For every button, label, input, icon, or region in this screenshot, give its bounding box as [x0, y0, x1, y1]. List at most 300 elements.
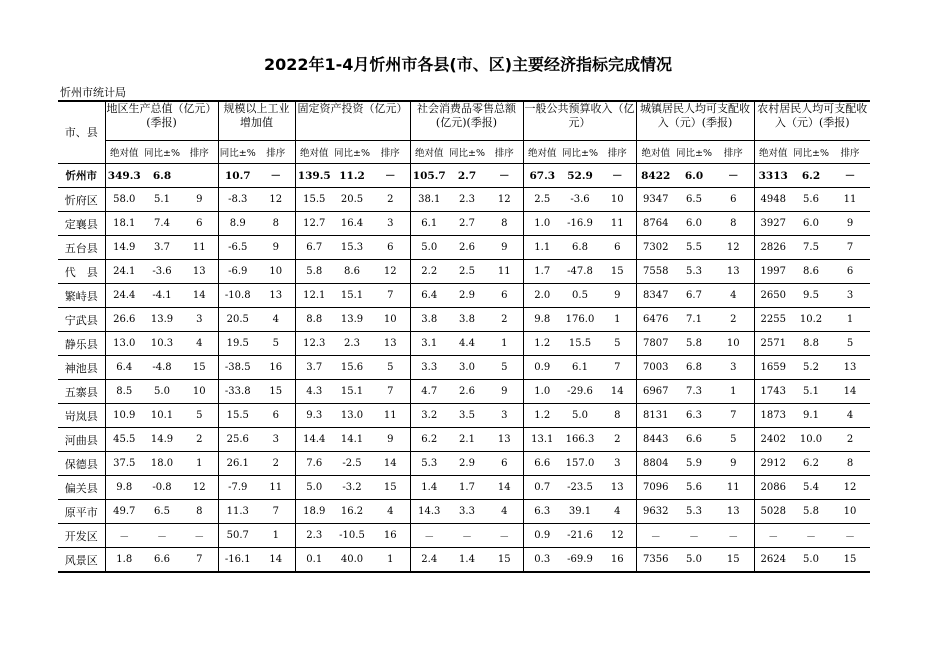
value-cell: － — [143, 524, 181, 548]
value-cell: 2.6 — [448, 236, 486, 260]
value-cell: 7003 — [636, 356, 675, 380]
value-cell: 1873 — [754, 404, 792, 428]
value-cell: 14 — [371, 452, 410, 476]
value-cell: 7 — [181, 548, 218, 573]
value-cell: -0.8 — [143, 476, 181, 500]
value-cell: 7.6 — [295, 452, 333, 476]
value-cell: 11 — [713, 476, 754, 500]
value-cell: 11.2 — [333, 164, 371, 188]
value-cell: － — [636, 524, 675, 548]
value-cell: 10.0 — [792, 428, 830, 452]
value-cell: 6.2 — [792, 452, 830, 476]
value-cell: 4 — [486, 500, 523, 524]
value-cell: 6.8 — [675, 356, 713, 380]
value-cell: 50.7 — [218, 524, 257, 548]
value-cell: 2624 — [754, 548, 792, 573]
value-cell: 6 — [486, 284, 523, 308]
value-cell: 12 — [371, 260, 410, 284]
value-cell: 6.7 — [295, 236, 333, 260]
value-cell: 6 — [830, 260, 870, 284]
value-cell: 24.4 — [105, 284, 143, 308]
value-cell: 9347 — [636, 188, 675, 212]
value-cell: － — [371, 164, 410, 188]
value-cell: -29.6 — [561, 380, 599, 404]
region-name-cell: 风景区 — [58, 548, 105, 573]
value-cell: 3.7 — [295, 356, 333, 380]
value-cell: 8.6 — [333, 260, 371, 284]
value-cell: 7807 — [636, 332, 675, 356]
value-cell: 3 — [257, 428, 295, 452]
value-cell: -4.1 — [143, 284, 181, 308]
value-cell: 8 — [181, 500, 218, 524]
value-cell: 16.2 — [333, 500, 371, 524]
value-cell: -6.9 — [218, 260, 257, 284]
value-cell: 58.0 — [105, 188, 143, 212]
value-cell: 26.6 — [105, 308, 143, 332]
value-cell: 5.1 — [143, 188, 181, 212]
value-cell: -47.8 — [561, 260, 599, 284]
group-header-gdp-label: 地区生产总值（亿元）(季报) — [106, 102, 217, 129]
value-cell: 3.7 — [143, 236, 181, 260]
region-name-cell: 岢岚县 — [58, 404, 105, 428]
value-cell: 7.1 — [675, 308, 713, 332]
value-cell: 12 — [257, 188, 295, 212]
value-cell: 8 — [713, 212, 754, 236]
value-cell: 9 — [181, 188, 218, 212]
value-cell: -10.5 — [333, 524, 371, 548]
value-cell: 7302 — [636, 236, 675, 260]
value-cell: 5.3 — [410, 452, 448, 476]
value-cell: 6 — [713, 188, 754, 212]
group-header-budget-label: 一般公共预算收入（亿元） — [524, 102, 635, 129]
sub-header-cell: 排序 — [713, 141, 754, 164]
value-cell: 176.0 — [561, 308, 599, 332]
value-cell: 14.9 — [143, 428, 181, 452]
sub-header-cell: 同比±% — [675, 141, 713, 164]
value-cell: 1.4 — [410, 476, 448, 500]
value-cell: 1 — [599, 308, 636, 332]
value-cell: 13 — [371, 332, 410, 356]
value-cell: 5.4 — [792, 476, 830, 500]
value-cell: 10.1 — [143, 404, 181, 428]
value-cell: 5.0 — [561, 404, 599, 428]
value-cell: 9 — [599, 284, 636, 308]
value-cell: 6.8 — [143, 164, 181, 188]
value-cell: 2.0 — [523, 284, 561, 308]
value-cell: 6.4 — [105, 356, 143, 380]
value-cell: 40.0 — [333, 548, 371, 573]
value-cell: 2.3 — [333, 332, 371, 356]
value-cell: 10 — [830, 500, 870, 524]
value-cell: 8764 — [636, 212, 675, 236]
value-cell: 15 — [181, 356, 218, 380]
value-cell: 2 — [371, 188, 410, 212]
value-cell: 8131 — [636, 404, 675, 428]
value-cell: 9 — [257, 236, 295, 260]
value-cell: 6 — [486, 452, 523, 476]
table-body — [58, 164, 870, 573]
table-row — [58, 380, 870, 404]
value-cell: 1 — [371, 548, 410, 573]
region-name-cell: 五台县 — [58, 236, 105, 260]
value-cell: -2.5 — [333, 452, 371, 476]
value-cell: 15 — [830, 548, 870, 573]
value-cell: 10 — [713, 332, 754, 356]
value-cell: 15 — [486, 548, 523, 573]
value-cell: 6.3 — [523, 500, 561, 524]
value-cell: 9.1 — [792, 404, 830, 428]
region-name-cell: 代 县 — [58, 260, 105, 284]
value-cell: 14.9 — [105, 236, 143, 260]
group-header-retail — [410, 101, 523, 141]
value-cell: 1.0 — [523, 212, 561, 236]
value-cell: － — [448, 524, 486, 548]
value-cell: 2.7 — [448, 212, 486, 236]
value-cell: 2.3 — [448, 188, 486, 212]
value-cell: -21.6 — [561, 524, 599, 548]
value-cell: 18.9 — [295, 500, 333, 524]
table-row — [58, 428, 870, 452]
value-cell: 3.2 — [410, 404, 448, 428]
value-cell: -8.3 — [218, 188, 257, 212]
value-cell: 5.8 — [792, 500, 830, 524]
value-cell: 2 — [257, 452, 295, 476]
value-cell: 13 — [181, 260, 218, 284]
indicator-table — [58, 100, 870, 573]
value-cell: 0.9 — [523, 356, 561, 380]
value-cell: 18.1 — [105, 212, 143, 236]
value-cell: -3.6 — [143, 260, 181, 284]
value-cell: 11.3 — [218, 500, 257, 524]
value-cell: 2.9 — [448, 284, 486, 308]
value-cell: -16.1 — [218, 548, 257, 573]
value-cell: 16 — [599, 548, 636, 573]
group-header-urban-income — [636, 101, 754, 141]
value-cell: 8443 — [636, 428, 675, 452]
value-cell: 16 — [257, 356, 295, 380]
value-cell: 13.1 — [523, 428, 561, 452]
value-cell: 14 — [599, 380, 636, 404]
value-cell: 1.1 — [523, 236, 561, 260]
value-cell: 14.4 — [295, 428, 333, 452]
value-cell: 1 — [830, 308, 870, 332]
value-cell: 2912 — [754, 452, 792, 476]
value-cell: 15.1 — [333, 284, 371, 308]
value-cell: 9 — [713, 452, 754, 476]
value-cell: 11 — [486, 260, 523, 284]
value-cell: 3313 — [754, 164, 792, 188]
group-header-industry — [218, 101, 295, 141]
value-cell: 2086 — [754, 476, 792, 500]
value-cell: 8804 — [636, 452, 675, 476]
value-cell: 7.4 — [143, 212, 181, 236]
value-cell: 0.3 — [523, 548, 561, 573]
value-cell: － — [830, 524, 870, 548]
region-name-cell: 繁峙县 — [58, 284, 105, 308]
value-cell: 2.9 — [448, 452, 486, 476]
sub-header-cell: 同比±% — [333, 141, 371, 164]
sub-header-cell: 同比±% — [448, 141, 486, 164]
sub-header-cell: 绝对值 — [105, 141, 143, 164]
value-cell: 7.3 — [675, 380, 713, 404]
value-cell: 13 — [599, 476, 636, 500]
table-row — [58, 548, 870, 573]
value-cell: 0.7 — [523, 476, 561, 500]
value-cell: 4948 — [754, 188, 792, 212]
value-cell: 1.0 — [523, 380, 561, 404]
value-cell: 3.8 — [410, 308, 448, 332]
value-cell: 6.5 — [143, 500, 181, 524]
value-cell: 5.0 — [295, 476, 333, 500]
value-cell: -4.8 — [143, 356, 181, 380]
group-header-retail-label: 社会消费品零售总额(亿元)(季报) — [417, 102, 516, 129]
value-cell: 15.3 — [333, 236, 371, 260]
value-cell: 15.5 — [218, 404, 257, 428]
value-cell: 6.1 — [561, 356, 599, 380]
value-cell: 166.3 — [561, 428, 599, 452]
value-cell: 9 — [486, 380, 523, 404]
value-cell: 14 — [257, 548, 295, 573]
value-cell: 3.8 — [448, 308, 486, 332]
table-row — [58, 500, 870, 524]
sub-header-cell: 同比±% — [218, 141, 257, 164]
table-row — [58, 260, 870, 284]
value-cell: 8.9 — [218, 212, 257, 236]
value-cell: 15 — [713, 548, 754, 573]
value-cell: 9632 — [636, 500, 675, 524]
sub-header-row — [58, 141, 870, 164]
value-cell: 7 — [371, 380, 410, 404]
value-cell: 5.3 — [675, 500, 713, 524]
value-cell: 6.8 — [561, 236, 599, 260]
value-cell: 12.7 — [295, 212, 333, 236]
value-cell: 14.1 — [333, 428, 371, 452]
value-cell: － — [792, 524, 830, 548]
value-cell: 1 — [713, 380, 754, 404]
value-cell: 20.5 — [218, 308, 257, 332]
value-cell: 2.4 — [410, 548, 448, 573]
value-cell: 16.4 — [333, 212, 371, 236]
value-cell: 2 — [486, 308, 523, 332]
value-cell: 6476 — [636, 308, 675, 332]
value-cell: 5 — [257, 332, 295, 356]
region-name-cell: 保德县 — [58, 452, 105, 476]
value-cell: － — [713, 164, 754, 188]
value-cell: 4.7 — [410, 380, 448, 404]
value-cell: 2 — [713, 308, 754, 332]
value-cell: 2 — [830, 428, 870, 452]
sub-header-cell: 排序 — [371, 141, 410, 164]
value-cell: 13 — [830, 356, 870, 380]
value-cell: 1.7 — [448, 476, 486, 500]
value-cell: 4 — [371, 500, 410, 524]
table-row-total — [58, 164, 870, 188]
region-name-cell: 定襄县 — [58, 212, 105, 236]
table-row — [58, 308, 870, 332]
value-cell: 2402 — [754, 428, 792, 452]
value-cell: 1 — [486, 332, 523, 356]
value-cell: 4 — [830, 404, 870, 428]
value-cell: 5.5 — [675, 236, 713, 260]
value-cell: 7096 — [636, 476, 675, 500]
value-cell: － — [599, 164, 636, 188]
value-cell: 7 — [257, 500, 295, 524]
value-cell: 12 — [181, 476, 218, 500]
value-cell: 7.5 — [792, 236, 830, 260]
value-cell: 6.7 — [675, 284, 713, 308]
value-cell: 157.0 — [561, 452, 599, 476]
value-cell: 139.5 — [295, 164, 333, 188]
value-cell: 15 — [599, 260, 636, 284]
table-row — [58, 476, 870, 500]
group-header-industry-label: 规模以上工业增加值 — [223, 102, 290, 129]
value-cell: 6967 — [636, 380, 675, 404]
value-cell: 2.5 — [448, 260, 486, 284]
value-cell: 1.2 — [523, 404, 561, 428]
table-row — [58, 524, 870, 548]
value-cell: 8 — [486, 212, 523, 236]
region-name-cell: 原平市 — [58, 500, 105, 524]
value-cell: -23.5 — [561, 476, 599, 500]
sub-header-cell: 绝对值 — [523, 141, 561, 164]
value-cell: 12 — [599, 524, 636, 548]
sub-header-cell: 绝对值 — [754, 141, 792, 164]
value-cell: 11 — [181, 236, 218, 260]
value-cell: 0.9 — [523, 524, 561, 548]
value-cell: 13 — [713, 260, 754, 284]
value-cell: 13 — [486, 428, 523, 452]
value-cell: 10 — [599, 188, 636, 212]
value-cell: － — [675, 524, 713, 548]
sub-header-cell: 排序 — [599, 141, 636, 164]
value-cell: 12 — [713, 236, 754, 260]
value-cell: 6.5 — [675, 188, 713, 212]
value-cell: 12 — [830, 476, 870, 500]
group-header-rural-income-label: 农村居民人均可支配收入（元）(季报) — [757, 102, 868, 129]
value-cell: 6 — [599, 236, 636, 260]
value-cell: 10 — [181, 380, 218, 404]
value-cell: -16.9 — [561, 212, 599, 236]
value-cell: 3 — [713, 356, 754, 380]
value-cell: 1.8 — [105, 548, 143, 573]
value-cell: 6.1 — [410, 212, 448, 236]
value-cell: － — [830, 164, 870, 188]
value-cell: -6.5 — [218, 236, 257, 260]
value-cell: 19.5 — [218, 332, 257, 356]
region-name-cell: 偏关县 — [58, 476, 105, 500]
value-cell: 1997 — [754, 260, 792, 284]
value-cell: -10.8 — [218, 284, 257, 308]
value-cell: 2.2 — [410, 260, 448, 284]
value-cell: 52.9 — [561, 164, 599, 188]
value-cell: 5.3 — [675, 260, 713, 284]
value-cell: 9.5 — [792, 284, 830, 308]
value-cell: 6 — [371, 236, 410, 260]
table-row — [58, 212, 870, 236]
value-cell: 24.1 — [105, 260, 143, 284]
value-cell: 2 — [181, 428, 218, 452]
value-cell: 5.8 — [295, 260, 333, 284]
value-cell: 8347 — [636, 284, 675, 308]
table-row — [58, 332, 870, 356]
value-cell: 105.7 — [410, 164, 448, 188]
value-cell: 11 — [257, 476, 295, 500]
value-cell: 5.0 — [410, 236, 448, 260]
source-label: 忻州市统计局 — [60, 86, 126, 99]
region-name-cell: 宁武县 — [58, 308, 105, 332]
value-cell: 6.0 — [675, 212, 713, 236]
value-cell: 45.5 — [105, 428, 143, 452]
value-cell: － — [486, 524, 523, 548]
value-cell: 5.9 — [675, 452, 713, 476]
value-cell: -69.9 — [561, 548, 599, 573]
value-cell: 6.6 — [675, 428, 713, 452]
value-cell: 49.7 — [105, 500, 143, 524]
value-cell: -33.8 — [218, 380, 257, 404]
table-row — [58, 236, 870, 260]
sub-header-cell: 排序 — [486, 141, 523, 164]
value-cell: 7 — [599, 356, 636, 380]
value-cell: 10 — [257, 260, 295, 284]
value-cell: 26.1 — [218, 452, 257, 476]
value-cell: － — [410, 524, 448, 548]
value-cell: 20.5 — [333, 188, 371, 212]
value-cell: 9.8 — [523, 308, 561, 332]
sub-header-cell: 排序 — [257, 141, 295, 164]
value-cell: 3 — [371, 212, 410, 236]
value-cell — [181, 164, 218, 188]
value-cell: 0.1 — [295, 548, 333, 573]
value-cell: 3.0 — [448, 356, 486, 380]
value-cell: 11 — [371, 404, 410, 428]
value-cell: 7 — [371, 284, 410, 308]
corner-header: 市、县 — [58, 101, 105, 164]
sub-header-cell: 排序 — [181, 141, 218, 164]
group-header-urban-income-label: 城镇居民人均可支配收入（元）(季报) — [640, 102, 750, 129]
group-header-rural-income — [754, 101, 870, 141]
value-cell: 0.5 — [561, 284, 599, 308]
value-cell: 9 — [830, 212, 870, 236]
value-cell: 2826 — [754, 236, 792, 260]
value-cell: 15 — [371, 476, 410, 500]
value-cell: 3 — [830, 284, 870, 308]
value-cell: 5.0 — [792, 548, 830, 573]
value-cell: 8.6 — [792, 260, 830, 284]
value-cell: 8422 — [636, 164, 675, 188]
sub-header-cell: 同比±% — [792, 141, 830, 164]
value-cell: 13.0 — [333, 404, 371, 428]
table-row — [58, 404, 870, 428]
value-cell: 6 — [257, 404, 295, 428]
page-title: 2022年1-4月忻州市各县(市、区)主要经济指标完成情况 — [263, 55, 673, 74]
region-name-cell: 神池县 — [58, 356, 105, 380]
value-cell: 6.6 — [523, 452, 561, 476]
value-cell: 8 — [257, 212, 295, 236]
value-cell: 6.3 — [675, 404, 713, 428]
value-cell: 11 — [599, 212, 636, 236]
value-cell: 5.1 — [792, 380, 830, 404]
value-cell: 3.3 — [410, 356, 448, 380]
value-cell: 15.5 — [561, 332, 599, 356]
value-cell: 13 — [257, 284, 295, 308]
value-cell: 15.6 — [333, 356, 371, 380]
value-cell: 7356 — [636, 548, 675, 573]
value-cell: 2.7 — [448, 164, 486, 188]
region-name-cell: 五寨县 — [58, 380, 105, 404]
sub-header-cell: 绝对值 — [295, 141, 333, 164]
value-cell: 38.1 — [410, 188, 448, 212]
value-cell: 13.9 — [143, 308, 181, 332]
